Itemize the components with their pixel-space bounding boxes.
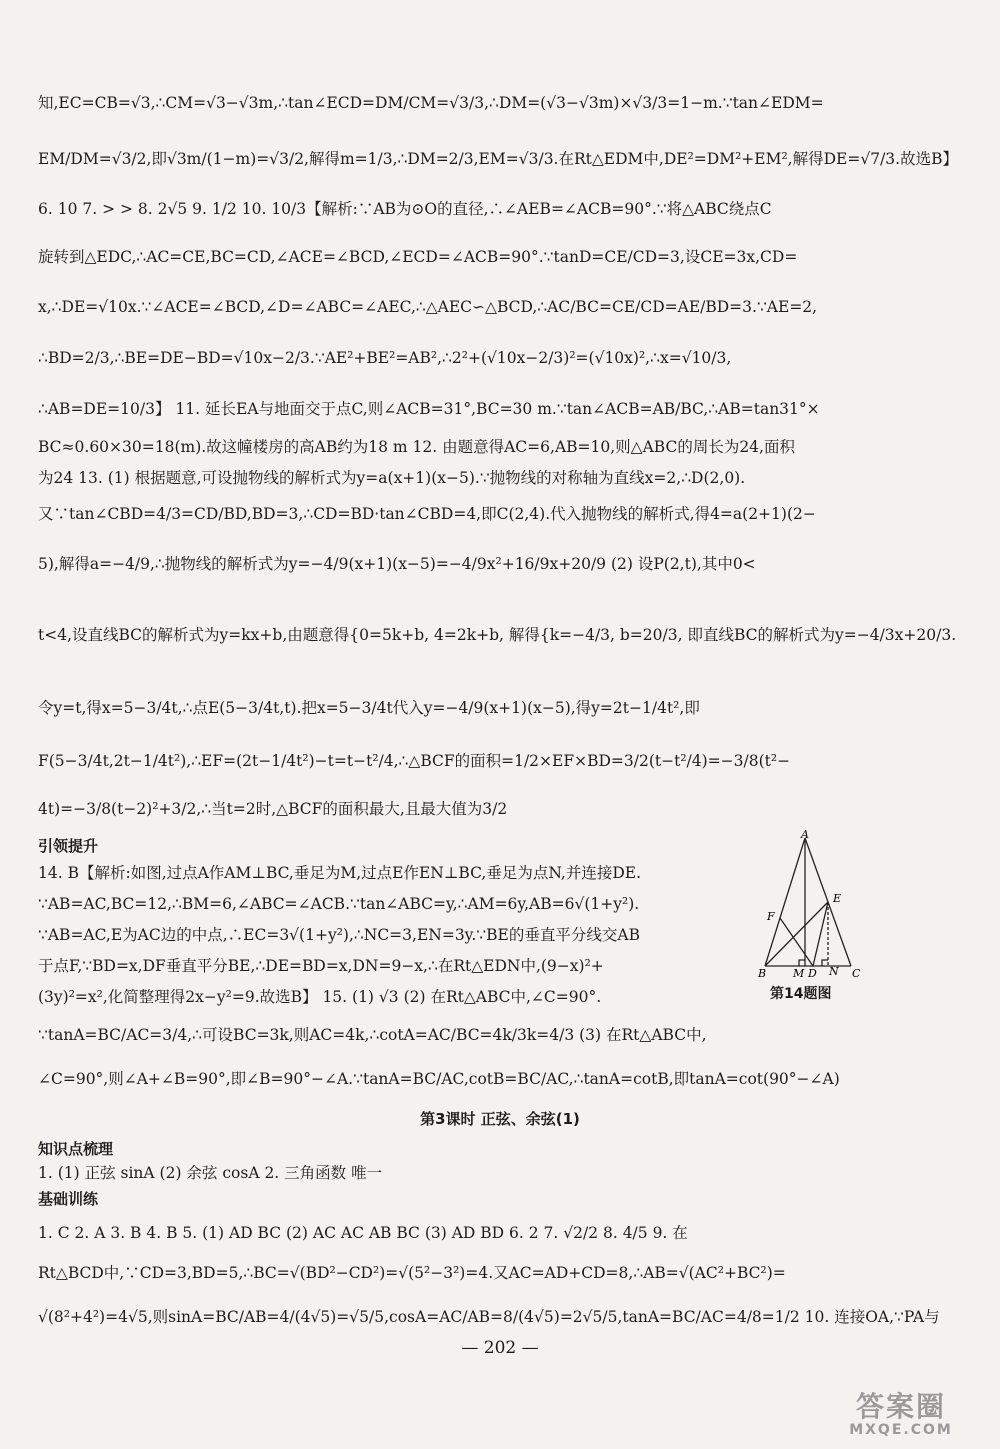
figure-label-m: M (793, 967, 805, 980)
figure-label-n: N (829, 965, 839, 978)
text-line: ∵tanA=BC/AC=3/4,∴可设BC=3k,则AC=4k,∴cotA=AC/BC=4k/3k=4/3 (3) 在Rt△ABC中, (38, 1026, 707, 1044)
text-line: 令y=t,得x=5−3/4t,∴点E(5−3/4t,t).把x=5−3/4t代入y=−4/9(x+1)(x−5),得y=2t−1/4t²,即 (38, 699, 700, 717)
text-line: 6. 10 7. > > 8. 2√5 9. 1/2 10. 10/3【解析:∵AB为⊙O的直径,∴∠AEB=∠ACB=90°.∵将△ABC绕点C (38, 200, 772, 218)
text-line: F(5−3/4t,2t−1/4t²),∴EF=(2t−1/4t²)−t=t−t²/4,∴△BCF的面积=1/2×EF×BD=3/2(t−t²/4)=−3/8(t²− (38, 752, 791, 770)
text-line: √(8²+4²)=4√5,则sinA=BC/AB=4/(4√5)=√5/5,cosA=AC/AB=8/(4√5)=2√5/5,tanA=BC/AC=4/8=1/2 10. 连接OA,∵PA与 (38, 1308, 940, 1326)
text-line: ∠C=90°,则∠A+∠B=90°,即∠B=90°−∠A.∵tanA=BC/AC,cotB=BC/AC,∴tanA=cotB,即tanA=cot(90°−∠A) (38, 1070, 840, 1088)
text-line: 又∵tan∠CBD=4/3=CD/BD,BD=3,∴CD=BD·tan∠CBD=4,即C(2,4).代入抛物线的解析式,得4=a(2+1)(2− (38, 505, 816, 523)
text-line: 知,EC=CB=√3,∴CM=√3−√3m,∴tan∠ECD=DM/CM=√3/3,∴DM=(√3−√3m)×√3/3=1−m.∵tan∠EDM= (38, 94, 824, 112)
figure-label-d: D (808, 967, 817, 980)
figure-label-f: F (767, 910, 775, 923)
text-line: ∴AB=DE=10/3】 11. 延长EA与地面交于点C,则∠ACB=31°,BC=30 m.∵tan∠ACB=AB/BC,∴AB=tan31°× (38, 400, 820, 418)
text-line: ∵AB=AC,BC=12,∴BM=6,∠ABC=∠ACB.∵tan∠ABC=y,∴AM=6y,AB=6√(1+y²). (38, 895, 640, 913)
text-line: x,∴DE=√10x.∵∠ACE=∠BCD,∠D=∠ABC=∠AEC,∴△AEC∽△BCD,∴AC/BC=CE/CD=AE/BD=3.∵AE=2, (38, 298, 818, 316)
section-heading: 基础训练 (38, 1190, 99, 1208)
text-line: 1. C 2. A 3. B 4. B 5. (1) AD BC (2) AC AC AB BC (3) AD BD 6. 2 7. √2/2 8. 4/5 9. 在 (38, 1224, 688, 1242)
page-number: — 202 — (461, 1338, 539, 1358)
figure-caption: 第14题图 (770, 986, 832, 1002)
text-line: ∵AB=AC,E为AC边的中点,∴EC=3√(1+y²),∴NC=3,EN=3y.∵BE的垂直平分线交AB (38, 926, 640, 944)
watermark-logo (816, 1392, 986, 1444)
triangle-figure (755, 830, 885, 1000)
text-line: 旋转到△EDC,∴AC=CE,BC=CD,∠ACE=∠BCD,∠ECD=∠ACB=90°.∵tanD=CE/CD=3,设CE=3x,CD= (38, 248, 798, 266)
lesson-title: 第3课时 正弦、余弦(1) (420, 1110, 580, 1128)
figure-label-c: C (852, 967, 861, 980)
text-line: (3y)²=x²,化简整理得2x−y²=9.故选B】 15. (1) √3 (2) 在Rt△ABC中,∠C=90°. (38, 988, 602, 1006)
text-line: 14. B【解析:如图,过点A作AM⊥BC,垂足为M,过点E作EN⊥BC,垂足为点N,并连接DE. (38, 864, 642, 882)
watermark-text: 答案圈 (855, 1390, 946, 1423)
text-line: t<4,设直线BC的解析式为y=kx+b,由题意得{0=5k+b, 4=2k+b, 解得{k=−4/3, b=20/3, 即直线BC的解析式为y=−4/3x+20/3. (38, 626, 957, 644)
figure-label-a: A (801, 830, 809, 841)
text-line: ∴BD=2/3,∴BE=DE−BD=√10x−2/3.∵AE²+BE²=AB²,∴2²+(√10x−2/3)²=(√10x)²,∴x=√10/3, (38, 349, 732, 367)
text-line: BC≈0.60×30=18(m).故这幢楼房的高AB约为18 m 12. 由题意得AC=6,AB=10,则△ABC的周长为24,面积 (38, 438, 795, 456)
section-heading: 知识点梳理 (38, 1140, 114, 1158)
text-line: 1. (1) 正弦 sinA (2) 余弦 cosA 2. 三角函数 唯一 (38, 1164, 383, 1182)
figure-label-b: B (758, 967, 767, 980)
section-heading: 引领提升 (38, 837, 99, 855)
watermark-url: MXQE.COM (849, 1422, 953, 1438)
text-line: 4t)=−3/8(t−2)²+3/2,∴当t=2时,△BCF的面积最大,且最大值为3/2 (38, 800, 508, 818)
text-line: 5),解得a=−4/9,∴抛物线的解析式为y=−4/9(x+1)(x−5)=−4/9x²+16/9x+20/9 (2) 设P(2,t),其中0< (38, 555, 756, 573)
text-line: 为24 13. (1) 根据题意,可设抛物线的解析式为y=a(x+1)(x−5).∵抛物线的对称轴为直线x=2,∴D(2,0). (38, 469, 746, 487)
text-line: 于点F,∵BD=x,DF垂直平分BE,∴DE=BD=x,DN=9−x,∴在Rt△EDN中,(9−x)²+ (38, 957, 604, 975)
text-line: Rt△BCD中,∵CD=3,BD=5,∴BC=√(BD²−CD²)=√(5²−3²)=4.又AC=AD+CD=8,∴AB=√(AC²+BC²)= (38, 1264, 786, 1282)
figure-label-e: E (833, 892, 842, 905)
text-line: EM/DM=√3/2,即√3m/(1−m)=√3/2,解得m=1/3,∴DM=2/3,EM=√3/3.在Rt△EDM中,DE²=DM²+EM²,解得DE=√7/3.故选B】 (38, 150, 958, 168)
